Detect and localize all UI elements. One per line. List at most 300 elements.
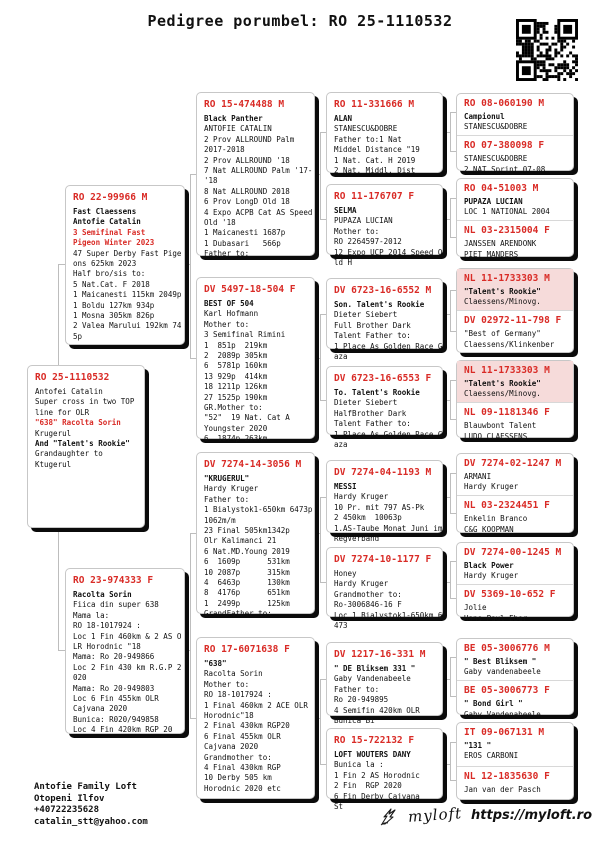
ring-number: BE 05-3006776 M — [464, 643, 550, 654]
text-line: 5 Nat.Cat. F 2018 — [73, 279, 150, 289]
card-lines — [464, 741, 566, 761]
text-line: Karl Hofmann — [204, 309, 259, 319]
text-line: ALAN — [334, 114, 353, 123]
text-line: 1 Dubasari 566p — [204, 238, 281, 248]
connector-line — [58, 264, 65, 265]
connector-line — [443, 132, 450, 133]
card-lines — [327, 569, 442, 631]
text-line: 2 Prov ALLROUND Palm — [204, 134, 295, 144]
text-line: Mother to: — [204, 319, 250, 329]
text-line: Ro 20-949895 — [334, 695, 389, 705]
ring-number: RO 23-974333 F — [73, 575, 154, 586]
text-line: Father to: — [204, 249, 250, 259]
text-line: 1 Mosna 305km 826p — [73, 311, 155, 321]
text-line: Father to: — [334, 684, 380, 694]
text-line: catalin_stt@yahoo.com — [34, 816, 148, 827]
pedigree-entry — [457, 680, 573, 722]
connector-line — [450, 290, 451, 331]
ring-number: DV 6723-16-6553 F — [334, 373, 432, 384]
text-line: Krugerul — [35, 428, 72, 438]
pedigree-entry — [457, 766, 573, 799]
pedigree-card-father — [65, 185, 185, 345]
text-line: 4 Final 430km RGP — [204, 763, 281, 773]
text-line: Claessens/Klinkenber — [464, 339, 555, 349]
qr-code-icon — [516, 19, 578, 81]
connector-line — [443, 497, 450, 498]
pedigree-entry — [457, 639, 573, 680]
text-line: 1 Bialystok1-650km 6473p — [204, 505, 313, 515]
text-line: Full Brother Dark — [334, 320, 411, 330]
connector-line — [443, 219, 450, 220]
text-line: STANESCU&DOBRE — [334, 124, 398, 134]
text-line: "638" — [204, 659, 227, 668]
text-line: Son. Talent's Rookie — [334, 300, 425, 309]
pedigree-entry — [457, 220, 573, 262]
text-line: 1 Final 460km 2 ACE OLR — [204, 700, 308, 710]
text-line: 4 6463p 130km — [204, 578, 290, 588]
text-line: Honey — [334, 569, 357, 578]
connector-line — [185, 264, 190, 265]
ring-number: DV 7274-02-1247 M — [464, 458, 562, 469]
pigeon-logo-icon — [379, 804, 399, 826]
text-line: 2 2089p 305km — [204, 351, 268, 361]
text-line: 47 Super Derby Fast Pige — [73, 248, 182, 258]
text-line: 12 Expo UCP 2014 Speed O — [334, 247, 443, 257]
text-line: Cajvana 2020 — [73, 704, 128, 714]
connector-line — [315, 533, 320, 534]
text-line: Cajvana 2020 — [204, 742, 259, 752]
text-line: 3 Semifinal Rimini — [204, 330, 286, 340]
ring-number: DV 5497-18-504 F — [204, 284, 296, 295]
pedigree-card-mm — [196, 637, 315, 799]
connector-line — [320, 497, 321, 582]
text-line: 1 Place As Golden Race G — [334, 341, 443, 351]
ring-number: RO 15-722132 F — [334, 735, 415, 746]
text-line: 6 Nat.MD.Young 2019 — [204, 546, 290, 556]
text-line: Jan van der Pasch — [464, 784, 541, 794]
connector-line — [315, 718, 320, 719]
text-line: PUPAZA LUCIAN — [464, 197, 523, 206]
ring-number: RO 15-474488 M — [204, 99, 285, 110]
text-line: 10 Pr. mit 797 AS-Pk — [334, 502, 425, 512]
pedigree-pair-8 — [456, 722, 574, 800]
card-lines — [464, 699, 566, 719]
connector-line — [443, 679, 450, 680]
text-line: Hardy Kruger — [464, 571, 519, 581]
text-line: MESSI — [334, 482, 357, 491]
text-line: Antofie Family Loft — [34, 782, 137, 792]
pedigree-entry — [457, 543, 573, 584]
ring-number: RO 17-6071638 F — [204, 644, 290, 655]
pedigree-pair-7 — [456, 638, 574, 719]
connector-line — [190, 174, 191, 358]
ring-number: NL 11-1733303 M — [464, 365, 550, 376]
text-line: 1 Fin 2 AS Horodnic — [334, 770, 420, 780]
card-lines — [197, 474, 314, 620]
text-line: "131 " — [464, 741, 492, 750]
owner-contact-block — [34, 782, 148, 828]
text-line: Grandaughter to — [35, 449, 103, 459]
connector-line — [320, 314, 321, 400]
card-lines — [28, 387, 144, 470]
pedigree-card-ffm — [326, 184, 443, 268]
text-line: ld H — [334, 258, 353, 268]
text-line: Bunica la : — [334, 760, 384, 770]
text-line: 1 2499p 125km — [204, 598, 290, 608]
card-lines — [464, 514, 566, 534]
text-line: 8 Nat ALLROUND 2018 — [204, 186, 290, 196]
pedigree-pair-1 — [456, 93, 574, 174]
card-lines — [327, 206, 442, 268]
pedigree-entry — [457, 179, 573, 220]
page-title: Pedigree porumbel: RO 25-1110532 — [147, 12, 453, 30]
text-line: 4 Semifin 420km OLR — [334, 705, 420, 715]
text-line: HalfBrother Dark — [334, 408, 407, 418]
text-line: 020 — [73, 673, 87, 683]
text-line: 8 4176p 651km — [204, 588, 290, 598]
text-line: ARMANI — [464, 472, 492, 481]
card-lines — [464, 329, 566, 349]
text-line: Antofie Catalin — [73, 217, 141, 227]
pedigree-card-mmm — [326, 728, 443, 812]
text-line: aza — [334, 352, 348, 362]
text-line: GR.Mother to: — [204, 403, 263, 413]
connector-line — [450, 380, 451, 419]
text-line: Talent Father to: — [334, 331, 411, 341]
card-lines — [464, 785, 566, 795]
pedigree-pair-5 — [456, 453, 574, 533]
text-line: St — [334, 802, 344, 812]
text-line: Hardy Kruger — [204, 484, 259, 494]
text-line: aza — [334, 440, 348, 450]
ring-number: NL 12-1835630 F — [464, 770, 550, 782]
text-line: +40722235628 — [34, 805, 100, 815]
text-line: Fiica din super 638 — [73, 600, 159, 610]
text-line: PUPAZA LUCIAN — [334, 216, 393, 226]
text-line: 10 Derby 505 km — [204, 773, 272, 783]
card-lines — [464, 561, 566, 581]
text-line: Mama: Ro 20-949803 — [73, 683, 155, 693]
text-line: Dieter Siebert — [334, 310, 398, 320]
card-lines — [197, 299, 314, 445]
ring-number: RO 07-380098 F — [464, 140, 545, 152]
text-line: BEST OF 504 — [204, 299, 254, 308]
text-line: And "Talent's Rookie" — [35, 439, 130, 449]
text-line: " Best Bliksem " — [464, 657, 537, 666]
pedigree-entry — [457, 584, 573, 626]
text-line: Campionul — [464, 112, 505, 121]
card-lines — [66, 590, 184, 736]
text-line: 1 Maicanesti 115km 2049p — [73, 290, 182, 300]
text-line: Jolie — [464, 603, 487, 613]
site-link[interactable]: https://myloft.ro — [471, 807, 592, 823]
connector-line — [450, 198, 451, 237]
ring-number: BE 05-3006773 F — [464, 685, 550, 697]
card-lines — [464, 239, 566, 259]
pedigree-card-ff — [196, 92, 315, 259]
text-line: 3 Semifinal Fast — [73, 227, 146, 237]
text-line: 2017-2018 — [204, 145, 245, 155]
ring-number: RO 22-99966 M — [73, 192, 148, 203]
text-line: Middel Distance "19 — [334, 145, 420, 155]
text-line: 1062m/m — [204, 515, 236, 525]
text-line: Ktugerul — [35, 459, 72, 469]
connector-line — [443, 314, 450, 315]
ring-number: DV 7274-10-1177 F — [334, 554, 432, 565]
text-line: "52" 19 Nat. Cat A — [204, 413, 290, 423]
ring-number: NL 11-1733303 M — [464, 273, 550, 284]
text-line: Otopeni Ilfov — [34, 793, 105, 804]
text-line: Fast Claessens — [73, 207, 137, 216]
text-line: LR Horodnic "18 — [73, 642, 141, 652]
card-lines — [464, 603, 566, 623]
text-line: 27 1525p 190km — [204, 392, 268, 402]
text-line: Horodnic 2020 etc — [204, 783, 281, 793]
text-line: 6 1874p 263km — [204, 434, 268, 444]
text-line: 2 NAT Sprint 07-08 — [464, 164, 546, 174]
text-line: Claessens/Minovg. — [464, 297, 541, 307]
connector-line — [315, 174, 320, 175]
connector-line — [185, 650, 190, 651]
pedigree-pair-6 — [456, 542, 574, 623]
text-line: 6 Prov LongD Old 18 — [204, 197, 290, 207]
text-line: RO 18-1017924 : — [204, 690, 272, 700]
text-line: 2 Fin RGP 2020 — [334, 781, 402, 791]
text-line: 7 Nat ALLROUND Palm '17- — [204, 166, 313, 176]
pedigree-card-mf — [196, 452, 315, 619]
text-line: 5p — [73, 331, 83, 341]
connector-line — [443, 764, 450, 765]
text-line: Super cross in two TOP — [35, 397, 135, 407]
card-lines — [464, 197, 566, 217]
text-line: Hardy Kruger — [464, 482, 519, 492]
text-line: 4 Expo ACPB Cat AS Speed — [204, 207, 313, 217]
text-line: " Bond Girl " — [464, 699, 523, 709]
text-line: 2 Valea Marului 192km 74 — [73, 321, 182, 331]
text-line: 6 Final 455km OLR — [204, 731, 281, 741]
card-lines — [464, 421, 566, 441]
text-line: SELMA — [334, 206, 357, 215]
ring-number: NL 03-2315004 F — [464, 225, 550, 237]
text-line: Mother to: — [204, 679, 250, 689]
text-line: 2 Nat. Middl. Dist — [334, 166, 416, 176]
connector-line — [450, 657, 451, 696]
text-line: ons 625km 2023 — [73, 259, 137, 269]
text-line: Olr Kalimanci 21 — [204, 536, 277, 546]
text-line: "KRUGERUL" — [204, 474, 250, 483]
card-lines — [327, 388, 442, 450]
pedigree-pair-3 — [456, 268, 574, 353]
ring-number: DV 7274-00-1245 M — [464, 547, 562, 558]
pedigree-card-mff — [326, 460, 443, 544]
ring-number: NL 03-2324451 F — [464, 500, 550, 512]
text-line: 6 5781p 160km — [204, 361, 268, 371]
text-line: 1 851p 219km — [204, 340, 268, 350]
card-lines — [464, 287, 566, 307]
text-line: ANTOFIE CATALIN — [204, 124, 272, 134]
ring-number: NL 09-1181346 F — [464, 407, 550, 419]
text-line: Dieter Siebert — [334, 398, 398, 408]
card-lines — [327, 114, 442, 176]
card-lines — [327, 664, 442, 726]
text-line: Racolta Sorin — [73, 590, 132, 599]
card-lines — [464, 112, 566, 132]
ring-number: RO 04-51003 M — [464, 183, 539, 194]
pedigree-card-mmf — [326, 642, 443, 726]
text-line: Antofei Catalin — [35, 387, 103, 396]
pedigree-entry — [457, 310, 573, 352]
text-line: Loc 1 Bialystok1-650km 6 — [334, 610, 443, 620]
pedigree-pair-2 — [456, 178, 574, 257]
text-line: Bunica: R020/949858 — [73, 714, 159, 724]
ring-number: RO 08-060190 M — [464, 98, 545, 109]
ring-number: RO 11-176707 F — [334, 191, 415, 202]
card-lines — [327, 300, 442, 362]
text-line: Hans Paul Eber — [464, 613, 528, 623]
qr-pattern — [516, 19, 578, 81]
text-line: '18 — [204, 176, 218, 186]
text-line: STANESCU&DOBRE — [464, 122, 528, 132]
text-line: Enkelin Branco — [464, 514, 528, 524]
text-line: Father to:1 Nat — [334, 134, 402, 144]
text-line: Father to: — [204, 494, 250, 504]
text-line: 2 Prov ALLROUND '18 — [204, 155, 290, 165]
ring-number: RO 25-1110532 — [35, 372, 110, 383]
text-line: Ro-3006846-16 F — [334, 600, 402, 610]
text-line: Pigeon Winter 2023 — [73, 238, 155, 248]
pedigree-entry — [457, 723, 573, 766]
text-line: Loc 4 Fin 420km RGP 20 — [73, 725, 173, 735]
pedigree-card-subject — [27, 365, 145, 528]
text-line: To. Talent's Rookie — [334, 388, 420, 397]
myloft-wordmark: myloft — [407, 804, 463, 826]
text-line: LOC 1 NATIONAL 2004 — [464, 207, 550, 217]
text-line: LOFT WOUTERS DANY — [334, 750, 411, 759]
text-line: EROS CARBONI — [464, 751, 519, 761]
text-line: 10 2087p 315km — [204, 567, 290, 577]
ring-number: DV 1217-16-331 M — [334, 649, 426, 660]
text-line: RO 2264597-2012 — [334, 237, 402, 247]
text-line: 2 Final 430km RGP20 — [204, 721, 290, 731]
connector-line — [58, 650, 65, 651]
text-line: " DE Bliksem 331 " — [334, 664, 416, 673]
text-line: RO 18-1017924 : — [73, 621, 141, 631]
pedigree-card-fmf — [326, 278, 443, 362]
text-line: C&G KOOPMAN — [464, 524, 514, 534]
pedigree-entry — [457, 495, 573, 537]
ring-number: IT 09-067131 M — [464, 727, 545, 738]
pedigree-entry — [457, 94, 573, 135]
ring-number: DV 7274-14-3056 M — [204, 459, 302, 470]
connector-line — [443, 582, 450, 583]
text-line: "Talent's Rookie" — [464, 287, 541, 296]
card-lines — [464, 472, 566, 492]
text-line: Black Panther — [204, 114, 263, 123]
text-line: Claessens/Minovg. — [464, 389, 541, 399]
ring-number: DV 7274-04-1193 M — [334, 467, 432, 478]
ring-number: DV 5369-10-652 F — [464, 589, 556, 601]
card-lines — [464, 379, 566, 399]
pedigree-card-fm — [196, 277, 315, 444]
site-branding — [379, 804, 592, 826]
text-line: Old '18 — [204, 218, 236, 228]
text-line: Grandmother to: — [204, 752, 272, 762]
connector-line — [190, 533, 191, 718]
text-line: "Best of Germany" — [464, 329, 541, 339]
card-lines — [66, 207, 184, 342]
connector-line — [320, 132, 321, 219]
ring-number: RO 11-331666 M — [334, 99, 415, 110]
card-lines — [464, 154, 566, 174]
text-line: PIET MANDERS — [464, 249, 519, 259]
card-lines — [197, 659, 314, 794]
text-line: Hardy Kruger — [334, 492, 389, 502]
text-line: GrandFather to: — [204, 609, 272, 619]
text-line: 6 Fin Derby Cajvana — [334, 791, 420, 801]
pedigree-card-fff — [326, 92, 443, 176]
text-line: 2 450km 10063p — [334, 513, 402, 523]
text-line: Gaby Vandenabeele — [464, 709, 541, 719]
connector-line — [450, 473, 451, 513]
card-lines — [464, 657, 566, 677]
pedigree-entry-highlighted — [457, 361, 573, 402]
text-line: Gaby Vandenabeele — [334, 674, 411, 684]
text-line: 473 — [334, 621, 348, 631]
connector-line — [320, 679, 321, 764]
text-line: Bunica Bi — [334, 716, 375, 726]
pedigree-card-fmm — [326, 366, 443, 450]
connector-line — [450, 112, 451, 151]
text-line: 1.AS-Taube Monat Juni im — [334, 523, 443, 533]
text-line: "Talent's Rookie" — [464, 379, 541, 388]
text-line: 1 Maicanesti 1687p — [204, 228, 286, 238]
ring-number: DV 6723-16-6552 M — [334, 285, 432, 296]
pedigree-entry — [457, 402, 573, 444]
text-line: Loc 1 Fin 460km & 2 AS O — [73, 631, 182, 641]
text-line: Horodnic"18 — [204, 711, 254, 721]
connector-line — [315, 358, 320, 359]
pedigree-card-mother — [65, 568, 185, 734]
text-line: 6 1609p 531km — [204, 557, 290, 567]
text-line: Racolta Sorin — [204, 669, 263, 679]
text-line: 1 Place As Golden Race G — [334, 429, 443, 439]
card-lines — [197, 114, 314, 260]
pedigree-card-mfm — [326, 547, 443, 631]
text-line: line for OLR — [35, 407, 90, 417]
text-line: LUDO CLAESSENS — [464, 431, 528, 441]
text-line: Youngster 2020 — [204, 423, 268, 433]
text-line: "638" Racolta Sorin — [35, 418, 121, 428]
text-line: STANESCU&DOBRE — [464, 154, 528, 164]
text-line: Black Power — [464, 561, 514, 570]
text-line: JANSSEN ARENDONK — [464, 239, 537, 249]
text-line: Mama: Ro 20-949866 — [73, 652, 155, 662]
card-lines — [327, 482, 442, 544]
text-line: Loc 6 Fin 455km OLR — [73, 694, 159, 704]
pedigree-pair-4 — [456, 360, 574, 441]
text-line: Mama la: — [73, 610, 110, 620]
text-line: RegVerband — [334, 534, 380, 544]
text-line: Talent Father to: — [334, 419, 411, 429]
text-line: 23 Final 505km1342p — [204, 526, 290, 536]
pedigree-entry — [457, 454, 573, 495]
text-line: 13 929p 414km — [204, 371, 268, 381]
connector-line — [450, 742, 451, 780]
text-line: 18 1211p 126km — [204, 382, 268, 392]
text-line: Half bro/sis to: — [73, 269, 146, 279]
text-line: Mother to: — [334, 226, 380, 236]
connector-line — [450, 561, 451, 598]
